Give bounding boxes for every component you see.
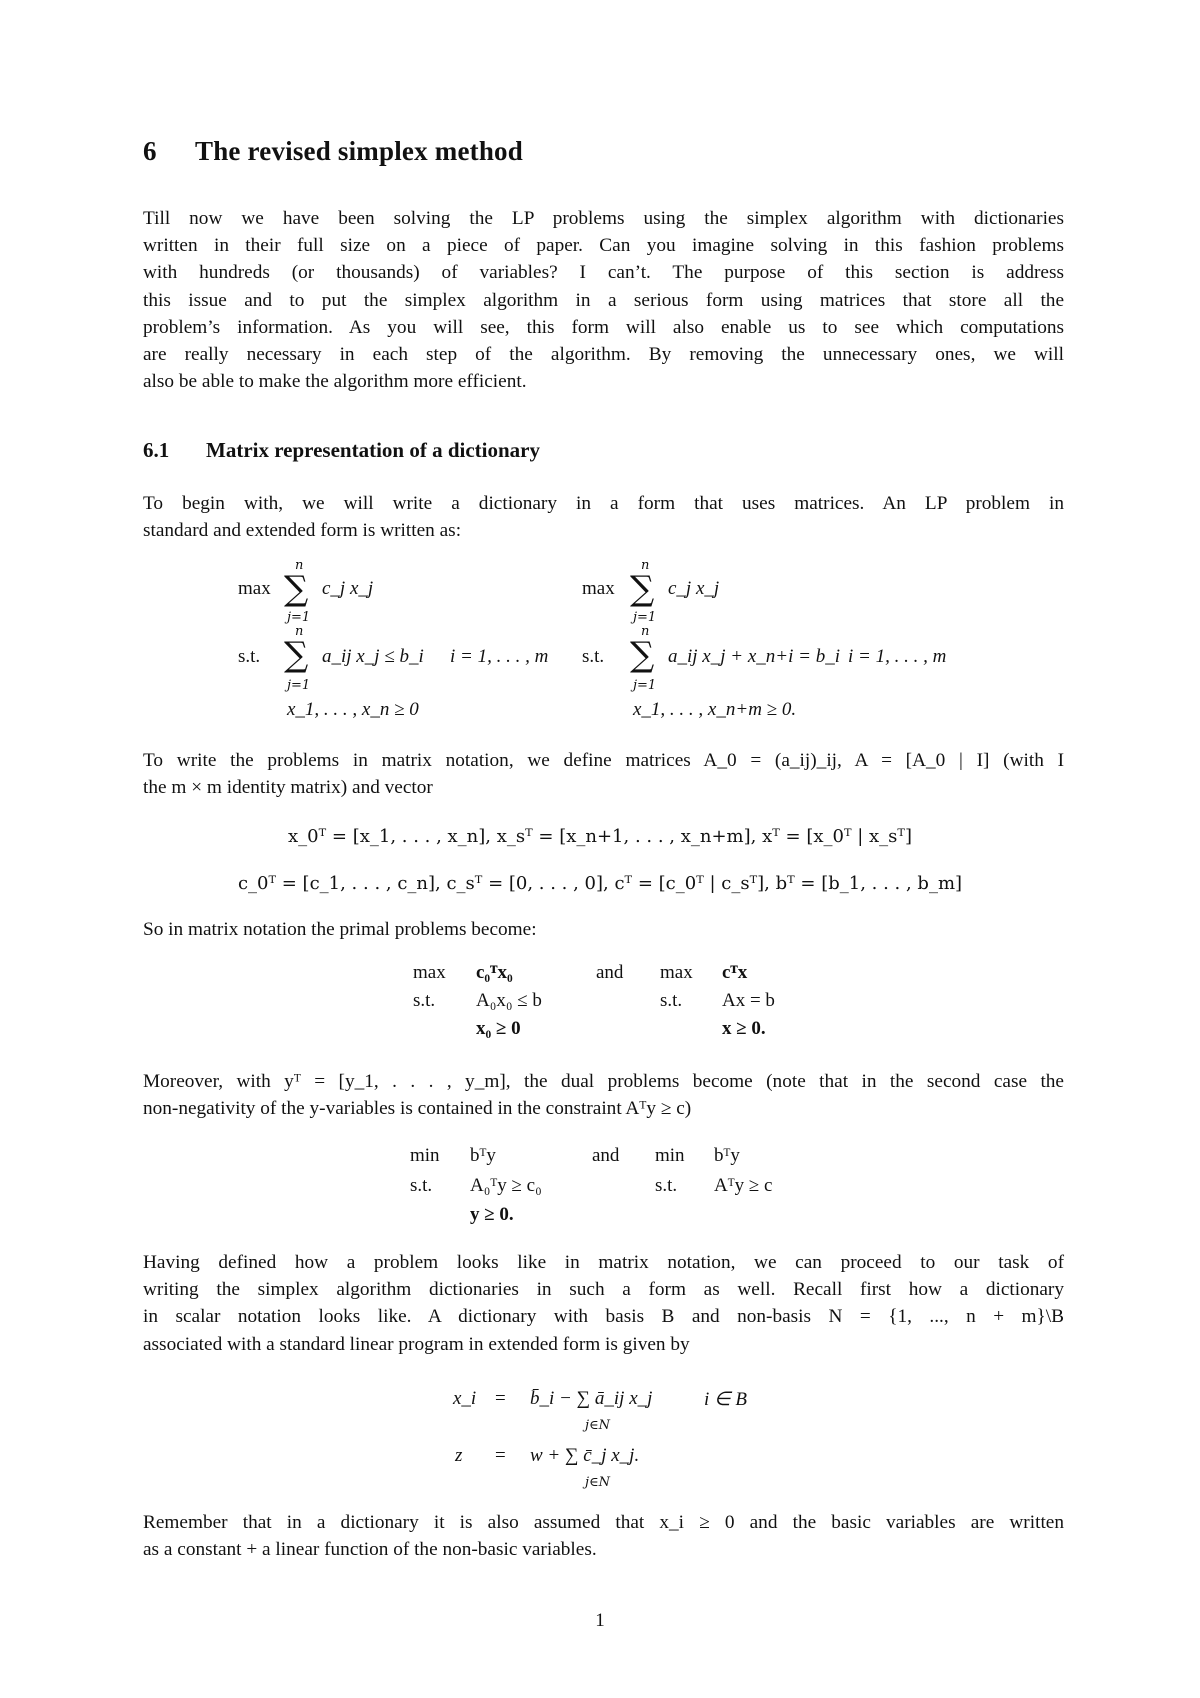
intro-paragraph (143, 205, 1064, 395)
lp-right-objective: c_j x_j (668, 578, 720, 599)
lp-left-max: max (238, 578, 271, 599)
intro-line: also be able to make the algorithm more efficient. (143, 371, 527, 393)
dict-row2-lhs: z (455, 1445, 463, 1466)
dict-row2-rhs: w + ∑ c̄_j x_j. (530, 1445, 640, 1466)
lp-left-lower2: j=1 (287, 678, 311, 693)
lp-right-st: s.t. (582, 646, 605, 667)
primal-right-max: max (660, 962, 693, 983)
paragraph-6 (143, 1249, 1064, 1358)
lp-left-constraint: a_ij x_j ≤ b_i (322, 646, 424, 667)
primal-left-constraint: A₀x₀ ≤ b (476, 990, 542, 1011)
primal-left-nonneg: x₀ ≥ 0 (476, 1018, 521, 1039)
p6-line: Having defined how a problem looks like in matrix notation, we can proceed to our task of (143, 1252, 1064, 1273)
dual-left-constraint: A₀ᵀy ≥ c₀ (470, 1175, 542, 1196)
p7-line: as a constant + a linear function of the non-basic variables. (143, 1539, 597, 1561)
subsection-number: 6.1 (143, 438, 170, 462)
dual-right-objective: bᵀy (714, 1145, 740, 1166)
subsection-heading (143, 438, 540, 463)
intro-line: with hundreds (or thousands) of variables? I can’t. The purpose of this section is address (143, 262, 1064, 284)
lp-left-upper: n (295, 558, 304, 573)
p3-line: the m × m identity matrix) and vector (143, 777, 433, 799)
lp-left-lower: j=1 (287, 610, 311, 625)
p2-line: To begin with, we will write a dictionary in a form that uses matrices. An LP problem in (143, 493, 1064, 514)
sum-sign: ∑ (630, 569, 655, 609)
dual-left-st: s.t. (410, 1175, 433, 1196)
primal-left-max: max (413, 962, 446, 983)
dual-right-constraint: Aᵀy ≥ c (714, 1175, 773, 1196)
p6-line: writing the simplex algorithm dictionaries in such a form as well. Recall first how a dictionary (143, 1279, 1064, 1301)
paragraph-3 (143, 747, 1064, 801)
dual-and: and (592, 1145, 620, 1166)
lp-left-st: s.t. (238, 646, 261, 667)
lp-left-upper2: n (295, 624, 304, 639)
dict-row1-lhs: x_i (453, 1388, 477, 1409)
p4-line: So in matrix notation the primal problems become: (143, 919, 537, 940)
lp-right-upper: n (641, 558, 650, 573)
section-title: The revised simplex method (195, 136, 523, 166)
dict-row1-eq: = (495, 1388, 506, 1409)
dict-row1-rhs: b̄_i − ∑ ā_ij x_j (530, 1388, 653, 1409)
p6-line: associated with a standard linear program in extended form is given by (143, 1333, 690, 1355)
intro-line: written in their full size on a piece of paper. Can you imagine solving in this fashion problems (143, 235, 1064, 257)
lp-right-max: max (582, 578, 615, 599)
sum-sign: ∑ (284, 569, 309, 609)
lp-right-lower2: j=1 (633, 678, 657, 693)
dict-row2-eq: = (495, 1445, 506, 1466)
primal-left-st: s.t. (413, 990, 436, 1011)
lp-right-upper2: n (641, 624, 650, 639)
intro-line: Till now we have been solving the LP problems using the simplex algorithm with dictionaries (143, 208, 1064, 229)
lp-right-nonneg: x_1, . . . , x_n+m ≥ 0. (633, 699, 797, 720)
dual-right-min: min (655, 1145, 685, 1166)
intro-line: are really necessary in each step of the algorithm. By removing the unnecessary ones, we will (143, 344, 1064, 366)
p5-line: non-negativity of the y-variables is contained in the constraint Aᵀy ≥ c) (143, 1098, 692, 1120)
paragraph-4 (143, 916, 1064, 943)
dual-right-st: s.t. (655, 1175, 678, 1196)
dual-left-min: min (410, 1145, 440, 1166)
paragraph-2 (143, 490, 1064, 544)
lp-right-constraint: a_ij x_j + x_n+i = b_i (668, 646, 840, 667)
p3-line: To write the problems in matrix notation, we define matrices A_0 = (a_ij)_ij, A = [A_0 | I] (with I (143, 750, 1064, 771)
dual-left-objective: bᵀy (470, 1145, 496, 1166)
dict-row1-under: j∈N (585, 1418, 611, 1433)
dict-row1-cond: i ∈ B (704, 1389, 747, 1410)
p5-line: Moreover, with yᵀ = [y_1, . . . , y_m], the dual problems become (note that in the second case the (143, 1071, 1064, 1092)
lp-right-range: i = 1, . . . , m (848, 646, 947, 667)
section-number: 6 (143, 136, 157, 166)
primal-right-nonneg: x ≥ 0. (722, 1018, 766, 1039)
p7-line: Remember that in a dictionary it is also assumed that x_i ≥ 0 and the basic variables are written (143, 1512, 1064, 1533)
section-heading (143, 136, 523, 167)
primal-and: and (596, 962, 624, 983)
lp-left-nonneg: x_1, . . . , x_n ≥ 0 (287, 699, 419, 720)
paragraph-7 (143, 1509, 1064, 1563)
primal-right-constraint: Ax = b (722, 990, 775, 1011)
dict-row2-under: j∈N (585, 1475, 611, 1490)
lp-left-range: i = 1, . . . , m (450, 646, 549, 667)
dual-left-nonneg: y ≥ 0. (470, 1204, 514, 1225)
sum-sign: ∑ (284, 635, 309, 675)
primal-right-st: s.t. (660, 990, 683, 1011)
p2-line: standard and extended form is written as: (143, 520, 462, 542)
equation-c-b-vectors: c_0ᵀ = [c_1, . . . , c_n], c_sᵀ = [0, . . . , 0], cᵀ = [c_0ᵀ | c_sᵀ], bᵀ = [b_1, . . . , b_m] (237, 873, 963, 894)
equation-x-vectors: x_0ᵀ = [x_1, . . . , x_n], x_sᵀ = [x_n+1, . . . , x_n+m], xᵀ = [x_0ᵀ | x_sᵀ] (288, 826, 912, 847)
primal-left-objective: c₀ᵀx₀ (476, 962, 513, 983)
primal-right-objective: cᵀx (722, 962, 748, 983)
intro-line: this issue and to put the simplex algorithm in a serious form using matrices that store all the (143, 289, 1064, 311)
lp-left-objective: c_j x_j (322, 578, 374, 599)
subsection-title: Matrix representation of a dictionary (206, 438, 541, 462)
sum-sign: ∑ (630, 635, 655, 675)
page-number: 1 (595, 1610, 605, 1631)
lp-right-lower: j=1 (633, 610, 657, 625)
paragraph-5 (143, 1068, 1064, 1122)
p6-line: in scalar notation looks like. A dictionary with basis B and non-basis N = {1, ..., n + m}\B (143, 1306, 1064, 1328)
intro-line: problem’s information. As you will see, this form will also enable us to see which computations (143, 316, 1064, 338)
